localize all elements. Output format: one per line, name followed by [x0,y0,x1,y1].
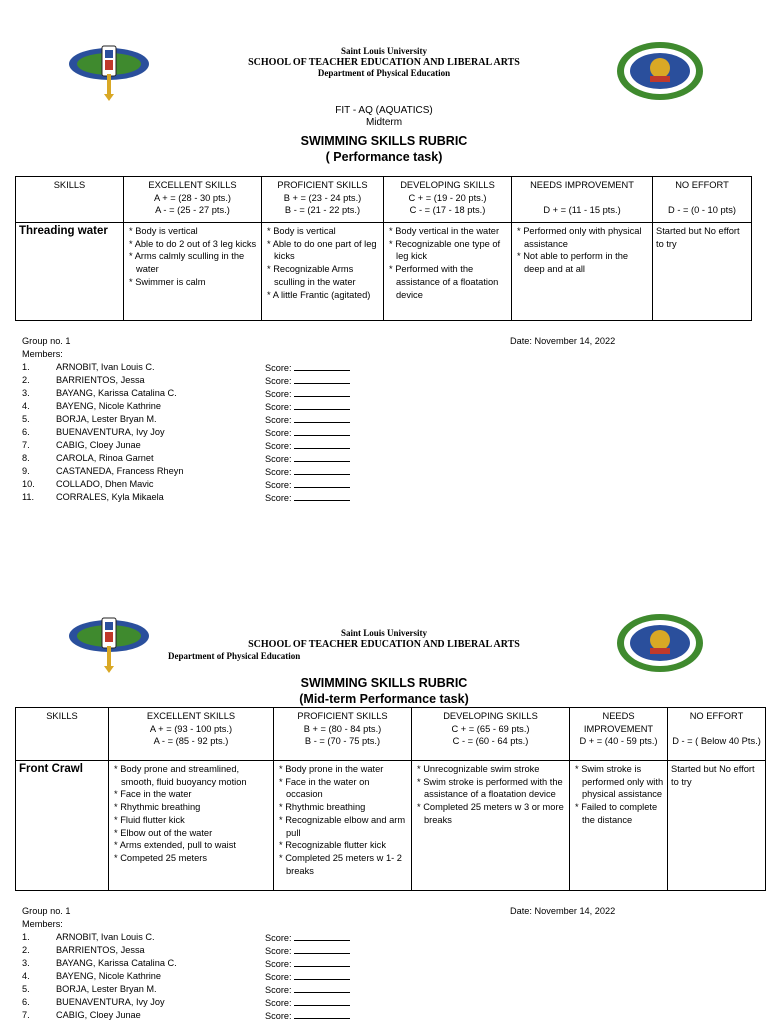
score-label: Score: [265,493,292,503]
score-label: Score: [265,933,292,943]
rubric-table [15,176,752,321]
school-name: SCHOOL OF TEACHER EDUCATION AND LIBERAL ARTS [248,639,520,650]
member-number: 4. [22,401,30,411]
date-label: Date: November 14, 2022 [510,906,616,916]
score-blank[interactable] [294,452,350,462]
score-blank[interactable] [294,439,350,449]
member-number: 4. [22,971,30,981]
member-name: BARRIENTOS, Jessa [56,375,145,385]
member-name: CASTANEDA, Francess Rheyn [56,466,184,476]
score-field[interactable] [265,478,350,492]
member-number: 1. [22,932,30,942]
score-field[interactable] [265,491,350,505]
score-label: Score: [265,972,292,982]
members-label: Members: [22,919,63,929]
score-blank[interactable] [294,1009,350,1019]
member-name: COLLADO, Dhen Mavic [56,479,154,489]
score-field[interactable] [265,983,350,997]
score-field[interactable] [265,387,350,401]
rubric-title: SWIMMING SKILLS RUBRIC [300,134,468,148]
score-blank[interactable] [294,387,350,397]
criteria-needs-improvement: * Performed only with physical assistance * Not able to perform in the deep and at all [512,223,653,321]
score-field[interactable] [265,439,350,453]
member-name: BAYENG, Nicole Kathrine [56,971,162,981]
score-label: Score: [265,454,292,464]
member-number: 5. [22,414,30,424]
score-blank[interactable] [294,478,350,488]
member-name: CORRALES, Kyla Mikaela [56,492,164,502]
member-name: CABIG, Cloey Junae [56,440,141,450]
col-excellent: EXCELLENT SKILLS A + = (93 - 100 pts.) A - = (85 - 92 pts.) [109,708,274,761]
col-proficient: PROFICIENT SKILLS B + = (23 - 24 pts.) B - = (21 - 22 pts.) [262,177,384,223]
member-name: CAROLA, Rinoa Garnet [56,453,154,463]
score-field[interactable] [265,413,350,427]
col-excellent: EXCELLENT SKILLS A + = (28 - 30 pts.) A - = (25 - 27 pts.) [124,177,262,223]
score-blank[interactable] [294,361,350,371]
criteria-developing: * Unrecognizable swim stroke * Swim stroke is performed with the assistance of a floatation device * Completed 25 meters w 3 or more breaks [412,761,570,891]
score-label: Score: [265,985,292,995]
score-field[interactable] [265,996,350,1010]
score-blank[interactable] [294,465,350,475]
skill-cell [16,761,109,891]
member-number: 1. [22,362,30,372]
rubric-subtitle: ( Performance task) [325,150,443,164]
member-name: BUENAVENTURA, Ivy Joy [56,997,165,1007]
score-blank[interactable] [294,970,350,980]
score-label: Score: [265,363,292,373]
score-blank[interactable] [294,931,350,941]
member-name: ARNOBIT, Ivan Louis C. [56,932,155,942]
course-code: FIT - AQ (AQUATICS) [335,105,433,116]
score-label: Score: [265,946,292,956]
member-name: BORJA, Lester Bryan M. [56,414,157,424]
score-label: Score: [265,376,292,386]
score-field[interactable] [265,400,350,414]
score-field[interactable] [265,957,350,971]
score-label: Score: [265,467,292,477]
col-no-effort: NO EFFORT D - = (0 - 10 pts) [653,177,752,223]
col-proficient: PROFICIENT SKILLS B + = (80 - 84 pts.) B - = (70 - 75 pts.) [274,708,412,761]
score-blank[interactable] [294,413,350,423]
col-skills: SKILLS [16,177,124,223]
skill-name: Front Crawl [19,763,83,775]
criteria-proficient: * Body is vertical * Able to do one part of leg kicks * Recognizable Arms sculling in the water * A little Frantic (agitated) [262,223,384,321]
criteria-proficient: * Body prone in the water * Face in the water on occasion * Rhythmic breathing * Recognizable elbow and arm pull * Recognizable flutter kick * Completed 25 meters w 1- 2 breaks [274,761,412,891]
rubric-title: SWIMMING SKILLS RUBRIC [300,676,468,690]
member-name: BAYANG, Karissa Catalina C. [56,958,177,968]
university-name: Saint Louis University [340,46,427,56]
member-number: 8. [22,453,30,463]
university-name: Saint Louis University [340,628,427,638]
score-label: Score: [265,1011,292,1021]
school-name: SCHOOL OF TEACHER EDUCATION AND LIBERAL ARTS [248,57,520,68]
member-name: BAYENG, Nicole Kathrine [56,401,162,411]
score-blank[interactable] [294,944,350,954]
term: Midterm [365,117,403,128]
department-name: Department of Physical Education [317,68,451,78]
score-blank[interactable] [294,491,350,501]
score-label: Score: [265,402,292,412]
col-no-effort: NO EFFORT D - = ( Below 40 Pts.) [668,708,766,761]
score-field[interactable] [265,361,350,375]
member-name: BARRIENTOS, Jessa [56,945,145,955]
members-label: Members: [22,349,63,359]
letterhead [0,628,768,650]
member-number: 10. [22,479,35,489]
score-label: Score: [265,441,292,451]
score-field[interactable] [265,931,350,945]
member-number: 3. [22,958,30,968]
score-label: Score: [265,415,292,425]
member-number: 6. [22,997,30,1007]
criteria-developing: * Body vertical in the water * Recognizable one type of leg kick * Performed with the assistance of a floatation device [384,223,512,321]
member-name: BUENAVENTURA, Ivy Joy [56,427,165,437]
score-label: Score: [265,389,292,399]
member-number: 5. [22,984,30,994]
rubric-header-row [16,708,766,761]
department-name: Department of Physical Education [168,651,301,661]
score-field[interactable] [265,970,350,984]
score-field[interactable] [265,426,350,440]
member-name: BORJA, Lester Bryan M. [56,984,157,994]
member-number: 6. [22,427,30,437]
col-developing: DEVELOPING SKILLS C + = (65 - 69 pts.) C - = (60 - 64 pts.) [412,708,570,761]
skill-cell [16,223,124,321]
criteria-no-effort: Started but No effort to try [653,223,752,321]
member-name: ARNOBIT, Ivan Louis C. [56,362,155,372]
member-number: 7. [22,1010,30,1020]
member-number: 2. [22,945,30,955]
score-field[interactable] [265,452,350,466]
score-blank[interactable] [294,983,350,993]
score-blank[interactable] [294,374,350,384]
score-blank[interactable] [294,996,350,1006]
col-needs-improvement: NEEDS IMPROVEMENT D + = (40 - 59 pts.) [570,708,668,761]
score-label: Score: [265,428,292,438]
group-label: Group no. 1 [22,906,71,916]
score-label: Score: [265,959,292,969]
member-number: 11. [22,492,35,502]
score-field[interactable] [265,1009,350,1023]
rubric-skill-row [16,761,766,891]
group-label: Group no. 1 [22,336,71,346]
skill-name: Threading water [19,225,108,237]
col-needs-improvement: NEEDS IMPROVEMENT D + = (11 - 15 pts.) [512,177,653,223]
member-name: BAYANG, Karissa Catalina C. [56,388,177,398]
rubric-skill-row [16,223,752,321]
score-field[interactable] [265,944,350,958]
score-label: Score: [265,998,292,1008]
criteria-excellent: * Body is vertical * Able to do 2 out of 3 leg kicks * Arms calmly sculling in the water * Swimmer is calm [124,223,262,321]
score-blank[interactable] [294,957,350,967]
col-developing: DEVELOPING SKILLS C + = (19 - 20 pts.) C - = (17 - 18 pts.) [384,177,512,223]
date-label: Date: November 14, 2022 [510,336,616,346]
criteria-needs-improvement: * Swim stroke is performed only with physical assistance * Failed to complete the distance [570,761,668,891]
rubric-header-row [16,177,752,223]
member-number: 9. [22,466,30,476]
rubric-subtitle: (Mid-term Performance task) [299,692,469,706]
letterhead [0,46,768,79]
rubric-table [15,707,766,891]
score-label: Score: [265,480,292,490]
criteria-no-effort: Started but No effort to try [668,761,766,891]
score-field[interactable] [265,374,350,388]
col-skills: SKILLS [16,708,109,761]
criteria-excellent: * Body prone and streamlined, smooth, fluid buoyancy motion * Face in the water * Rhythmic breathing * Fluid flutter kick * Elbow out of the water * Arms extended, pull to waist * Competed 25 meters [109,761,274,891]
score-field[interactable] [265,465,350,479]
member-number: 2. [22,375,30,385]
member-number: 7. [22,440,30,450]
score-blank[interactable] [294,400,350,410]
score-blank[interactable] [294,426,350,436]
member-name: CABIG, Cloey Junae [56,1010,141,1020]
member-number: 3. [22,388,30,398]
